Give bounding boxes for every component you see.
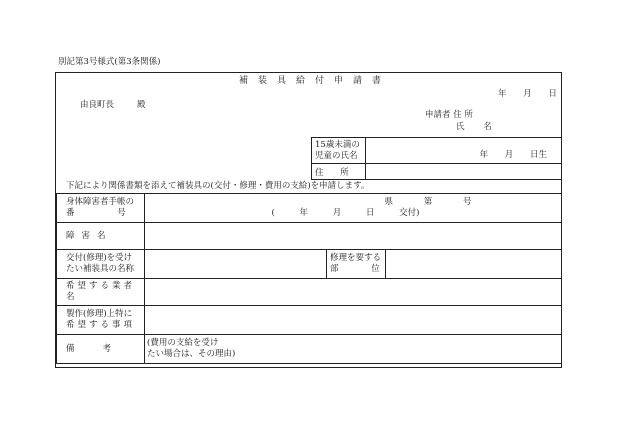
form-number-label: 別記第3号様式(第3条関係) bbox=[58, 57, 161, 67]
child-birth-date: 年 月 日生 bbox=[479, 150, 547, 160]
handbook-label bbox=[57, 194, 145, 223]
device-name-field[interactable] bbox=[145, 250, 327, 279]
special-request-label bbox=[57, 306, 145, 335]
remarks-field[interactable] bbox=[145, 335, 562, 364]
disability-label: 障害名 bbox=[57, 223, 145, 250]
vendor-label: 希望する業者名 bbox=[57, 279, 145, 306]
remarks-note-line2: たい場合は、その理由) bbox=[147, 349, 236, 360]
application-notice: 下記により関係書類を添えて補装具の(交付・修理・費用の支給)を申請します。 bbox=[66, 181, 370, 191]
special-request-field[interactable] bbox=[145, 306, 562, 335]
child-name-label bbox=[312, 138, 366, 164]
repair-part-label bbox=[327, 250, 386, 279]
handbook-row bbox=[57, 194, 562, 223]
special-request-row bbox=[57, 306, 562, 335]
remarks-note-line1: (費用の支給を受け bbox=[147, 338, 219, 348]
device-row bbox=[57, 250, 562, 279]
child-info-table bbox=[311, 137, 562, 180]
child-name-field[interactable] bbox=[366, 138, 562, 164]
device-name-label bbox=[57, 250, 145, 279]
repair-part-field[interactable] bbox=[386, 250, 562, 279]
child-address-row bbox=[312, 164, 562, 180]
device-name-label-line2: たい補装具の名称 bbox=[66, 264, 135, 274]
recipient: 由良町長 bbox=[80, 100, 115, 110]
handbook-issue-date: ( 年 月 日 交付) bbox=[271, 208, 420, 218]
remarks-row bbox=[57, 335, 562, 364]
remarks-label: 備考 bbox=[57, 335, 145, 364]
child-name-label-line1: 15歳未満の bbox=[315, 140, 360, 151]
disability-row bbox=[57, 223, 562, 250]
vendor-row bbox=[57, 279, 562, 306]
disability-field[interactable] bbox=[145, 223, 562, 250]
handbook-number-field[interactable] bbox=[145, 194, 562, 223]
child-address-label: 住 所 bbox=[312, 164, 366, 180]
special-request-label-line1: 製作(修理)上特に bbox=[66, 309, 133, 320]
handbook-label-line1: 身体障害者手帳の bbox=[66, 197, 135, 208]
special-request-label-line2: 希望する事項 bbox=[66, 320, 136, 330]
child-name-label-line2: 児童の氏名 bbox=[315, 150, 358, 161]
child-name-row bbox=[312, 138, 562, 164]
repair-part-label-line1: 修理を要する bbox=[330, 253, 382, 264]
applicant-name-label: 氏 名 bbox=[456, 122, 500, 132]
child-address-field[interactable] bbox=[366, 164, 562, 180]
repair-part-label-line2: 部 位 bbox=[330, 264, 380, 274]
device-name-label-line1: 交付(修理)を受け bbox=[66, 253, 133, 264]
handbook-number-value: 県 第 号 bbox=[384, 196, 472, 207]
honorific: 殿 bbox=[137, 100, 146, 110]
application-table bbox=[56, 193, 562, 364]
applicant-address-label: 申請者 住 所 bbox=[425, 110, 473, 120]
form-title: 補装具給付申請書 bbox=[238, 76, 391, 86]
application-date: 年 月 日 bbox=[498, 89, 557, 99]
vendor-field[interactable] bbox=[145, 279, 562, 306]
handbook-label-line2: 番 号 bbox=[66, 208, 126, 218]
